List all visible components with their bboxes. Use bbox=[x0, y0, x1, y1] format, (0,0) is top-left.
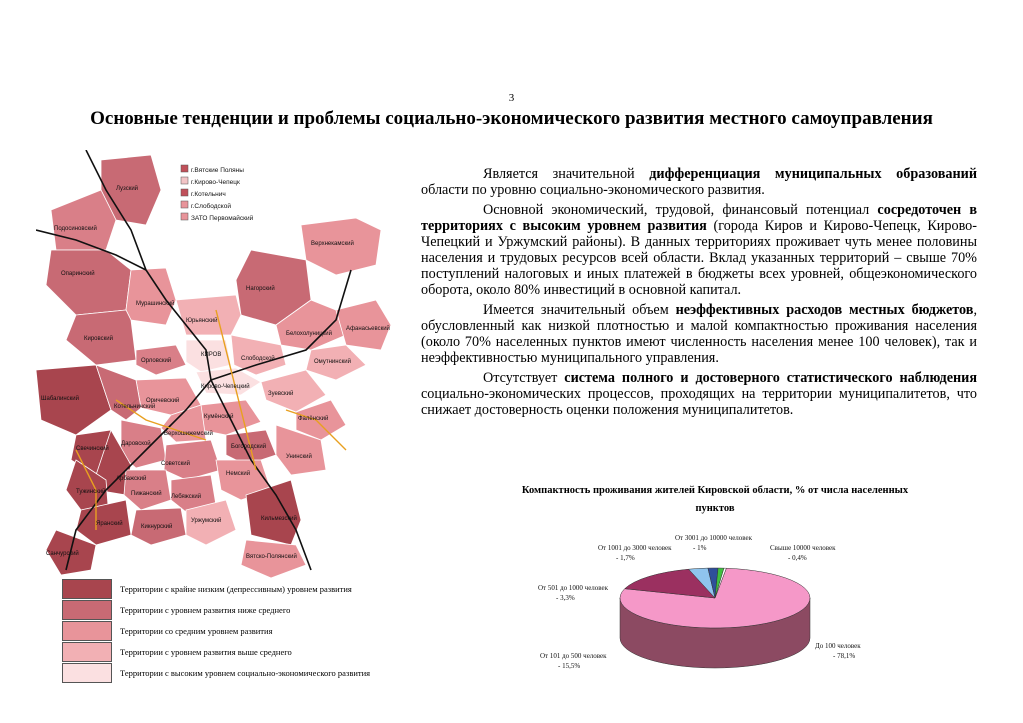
legend-row-average bbox=[62, 620, 422, 641]
inset-swatch bbox=[181, 189, 188, 196]
map-region bbox=[46, 250, 131, 315]
inset-label: г.Кирово-Чепецк bbox=[191, 179, 240, 186]
pie-slices bbox=[620, 568, 810, 628]
page-title: Основные тенденции и проблемы социально-экономического развития местного самоуправления bbox=[90, 108, 933, 129]
page-number: 3 bbox=[508, 92, 515, 104]
inset-label: г.Котельнич bbox=[191, 191, 226, 198]
map-region-label: Верхнекамский bbox=[311, 241, 354, 247]
inset-label: г.Слободской bbox=[191, 203, 231, 210]
map-region-label: Унинский bbox=[286, 454, 312, 460]
pie-label: От 101 до 500 человек - 15,5% bbox=[540, 652, 607, 670]
map-region-label: Советский bbox=[161, 461, 190, 467]
map-region-label: Кирово-Чепецкий bbox=[201, 384, 250, 390]
map-region-label: Котельничский bbox=[114, 404, 156, 410]
map-region-label: Шабалинский bbox=[41, 396, 79, 402]
map-region-label: Пижанский bbox=[131, 491, 162, 497]
pie-label: Свыше 10000 человек - 0,4% bbox=[770, 544, 836, 562]
map-region-label: Орловский bbox=[141, 358, 172, 364]
paragraph-1: Является значительной дифференциация муниципальных образований области по уровню социально-экономического развития. bbox=[421, 166, 977, 198]
map-region-label: Кикнурский bbox=[141, 524, 173, 530]
map-region-label: Кировский bbox=[84, 336, 113, 342]
map-region-label: Свечинский bbox=[76, 446, 109, 452]
legend-row-depressive bbox=[62, 578, 422, 599]
map-region-label: Богородский bbox=[231, 444, 267, 450]
inset-swatch bbox=[181, 213, 188, 220]
legend-swatch bbox=[62, 663, 112, 683]
body-text bbox=[421, 166, 977, 422]
map-region-label: Оричевский bbox=[146, 398, 180, 404]
legend-row-below-average bbox=[62, 599, 422, 620]
map-inset-legend bbox=[181, 165, 254, 222]
paragraph-3: Имеется значительный объем неэффективных расходов местных бюджетов, обусловленный как низкой плотностью и малой компактностью проживания населения (около 70% населенных пунктов имеют численность населения менее 100 человек), так и неэффективностью муниципального управления. bbox=[421, 302, 977, 366]
map-region-label: Даровской bbox=[121, 441, 151, 447]
pie-label: До 100 человек - 78,1% bbox=[815, 642, 861, 660]
legend-swatch bbox=[62, 621, 112, 641]
map-region-label: Фалёнский bbox=[298, 416, 329, 422]
legend-label: Территории с крайне низким (депрессивным) уровнем развития bbox=[120, 583, 352, 594]
map-region-label: Опаринский bbox=[61, 271, 95, 277]
pie-label: От 1001 до 3000 человек - 1,7% bbox=[598, 544, 672, 562]
legend-label: Территории со средним уровнем развития bbox=[120, 625, 273, 636]
inset-label: г.Вятские Поляны bbox=[191, 167, 244, 174]
map-legend bbox=[62, 578, 422, 683]
legend-swatch bbox=[62, 579, 112, 599]
paragraph-2: Основной экономический, трудовой, финансовый потенциал сосредоточен в территориях с высоким уровнем развития (города Киров и Кирово-Чепецк, Кирово-Чепецкий и Уржумский районы). В данных территориях проживает чуть менее половины населения и трудовых ресурсов всей области. Вклад указанных территорий – свыше 70% поступлений налоговых и иных платежей в бюджеты всех уровней, общеэкономического оборота, около 80% инвестиций в основной капитал. bbox=[421, 202, 978, 298]
map-region-label: Верхошижемский bbox=[164, 431, 213, 437]
chart-title: Компактность проживания жителей Кировской области, % от числа населенных пунктов bbox=[521, 485, 909, 514]
map-region-label: Яранский bbox=[96, 521, 123, 527]
inset-swatch bbox=[181, 165, 188, 172]
legend-row-high bbox=[62, 662, 422, 683]
legend-row-above-average bbox=[62, 641, 422, 662]
inset-label: ЗАТО Первомайский bbox=[191, 215, 254, 222]
map-region-label: Санчурский bbox=[46, 551, 79, 557]
map-region-label: Уржумский bbox=[191, 518, 222, 524]
map-region-label: КИРОВ bbox=[201, 352, 222, 358]
map-region-label: Мурашинский bbox=[136, 301, 175, 307]
map-region-label: Омутнинский bbox=[314, 359, 351, 365]
legend-swatch bbox=[62, 642, 112, 662]
map-region-label: Белохолуницкий bbox=[286, 331, 332, 337]
legend-label: Территории с высоким уровнем социально-экономического развития bbox=[120, 667, 371, 678]
legend-label: Территории с уровнем развития ниже среднего bbox=[120, 604, 291, 615]
inset-swatch bbox=[181, 201, 188, 208]
map-region-label: Афанасьевский bbox=[346, 326, 390, 332]
map-region bbox=[176, 295, 241, 335]
map-region bbox=[164, 440, 221, 480]
legend-swatch bbox=[62, 600, 112, 620]
map-region bbox=[336, 300, 391, 350]
paragraph-4: Отсутствует система полного и достоверного статистического наблюдения социально-экономических процессов, проходящих на территории муниципалитетов, что снижает достоверность оценки положения муниципалитетов. bbox=[421, 370, 978, 418]
map-region-label: Тужинский bbox=[76, 489, 106, 495]
map-region-label: Лузский bbox=[116, 186, 139, 192]
map-region-label: Слободской bbox=[241, 356, 275, 362]
map-region-label: Подосиновский bbox=[54, 226, 97, 232]
map-region-label: Нагорский bbox=[246, 286, 275, 292]
map-region bbox=[231, 335, 286, 375]
map-region-label: Кумёнский bbox=[204, 414, 234, 420]
region-map bbox=[36, 150, 416, 582]
pie-chart bbox=[520, 530, 910, 680]
map-region-label: Кильмезский bbox=[261, 516, 297, 522]
map-region-label: Зуевский bbox=[268, 391, 294, 397]
inset-swatch bbox=[181, 177, 188, 184]
pie-label: От 3001 до 10000 человек - 1% bbox=[675, 534, 753, 552]
legend-label: Территории с уровнем развития выше среднего bbox=[120, 646, 292, 657]
map-region-label: Вятско-Полянский bbox=[246, 554, 297, 560]
map-region-label: Немский bbox=[226, 471, 251, 477]
map-region-label: Лебяжский bbox=[171, 494, 202, 500]
map-region-label: Юрьянский bbox=[186, 318, 218, 324]
map-region-label: Арбажский bbox=[116, 476, 147, 482]
pie-label: От 501 до 1000 человек - 3,3% bbox=[538, 584, 609, 602]
